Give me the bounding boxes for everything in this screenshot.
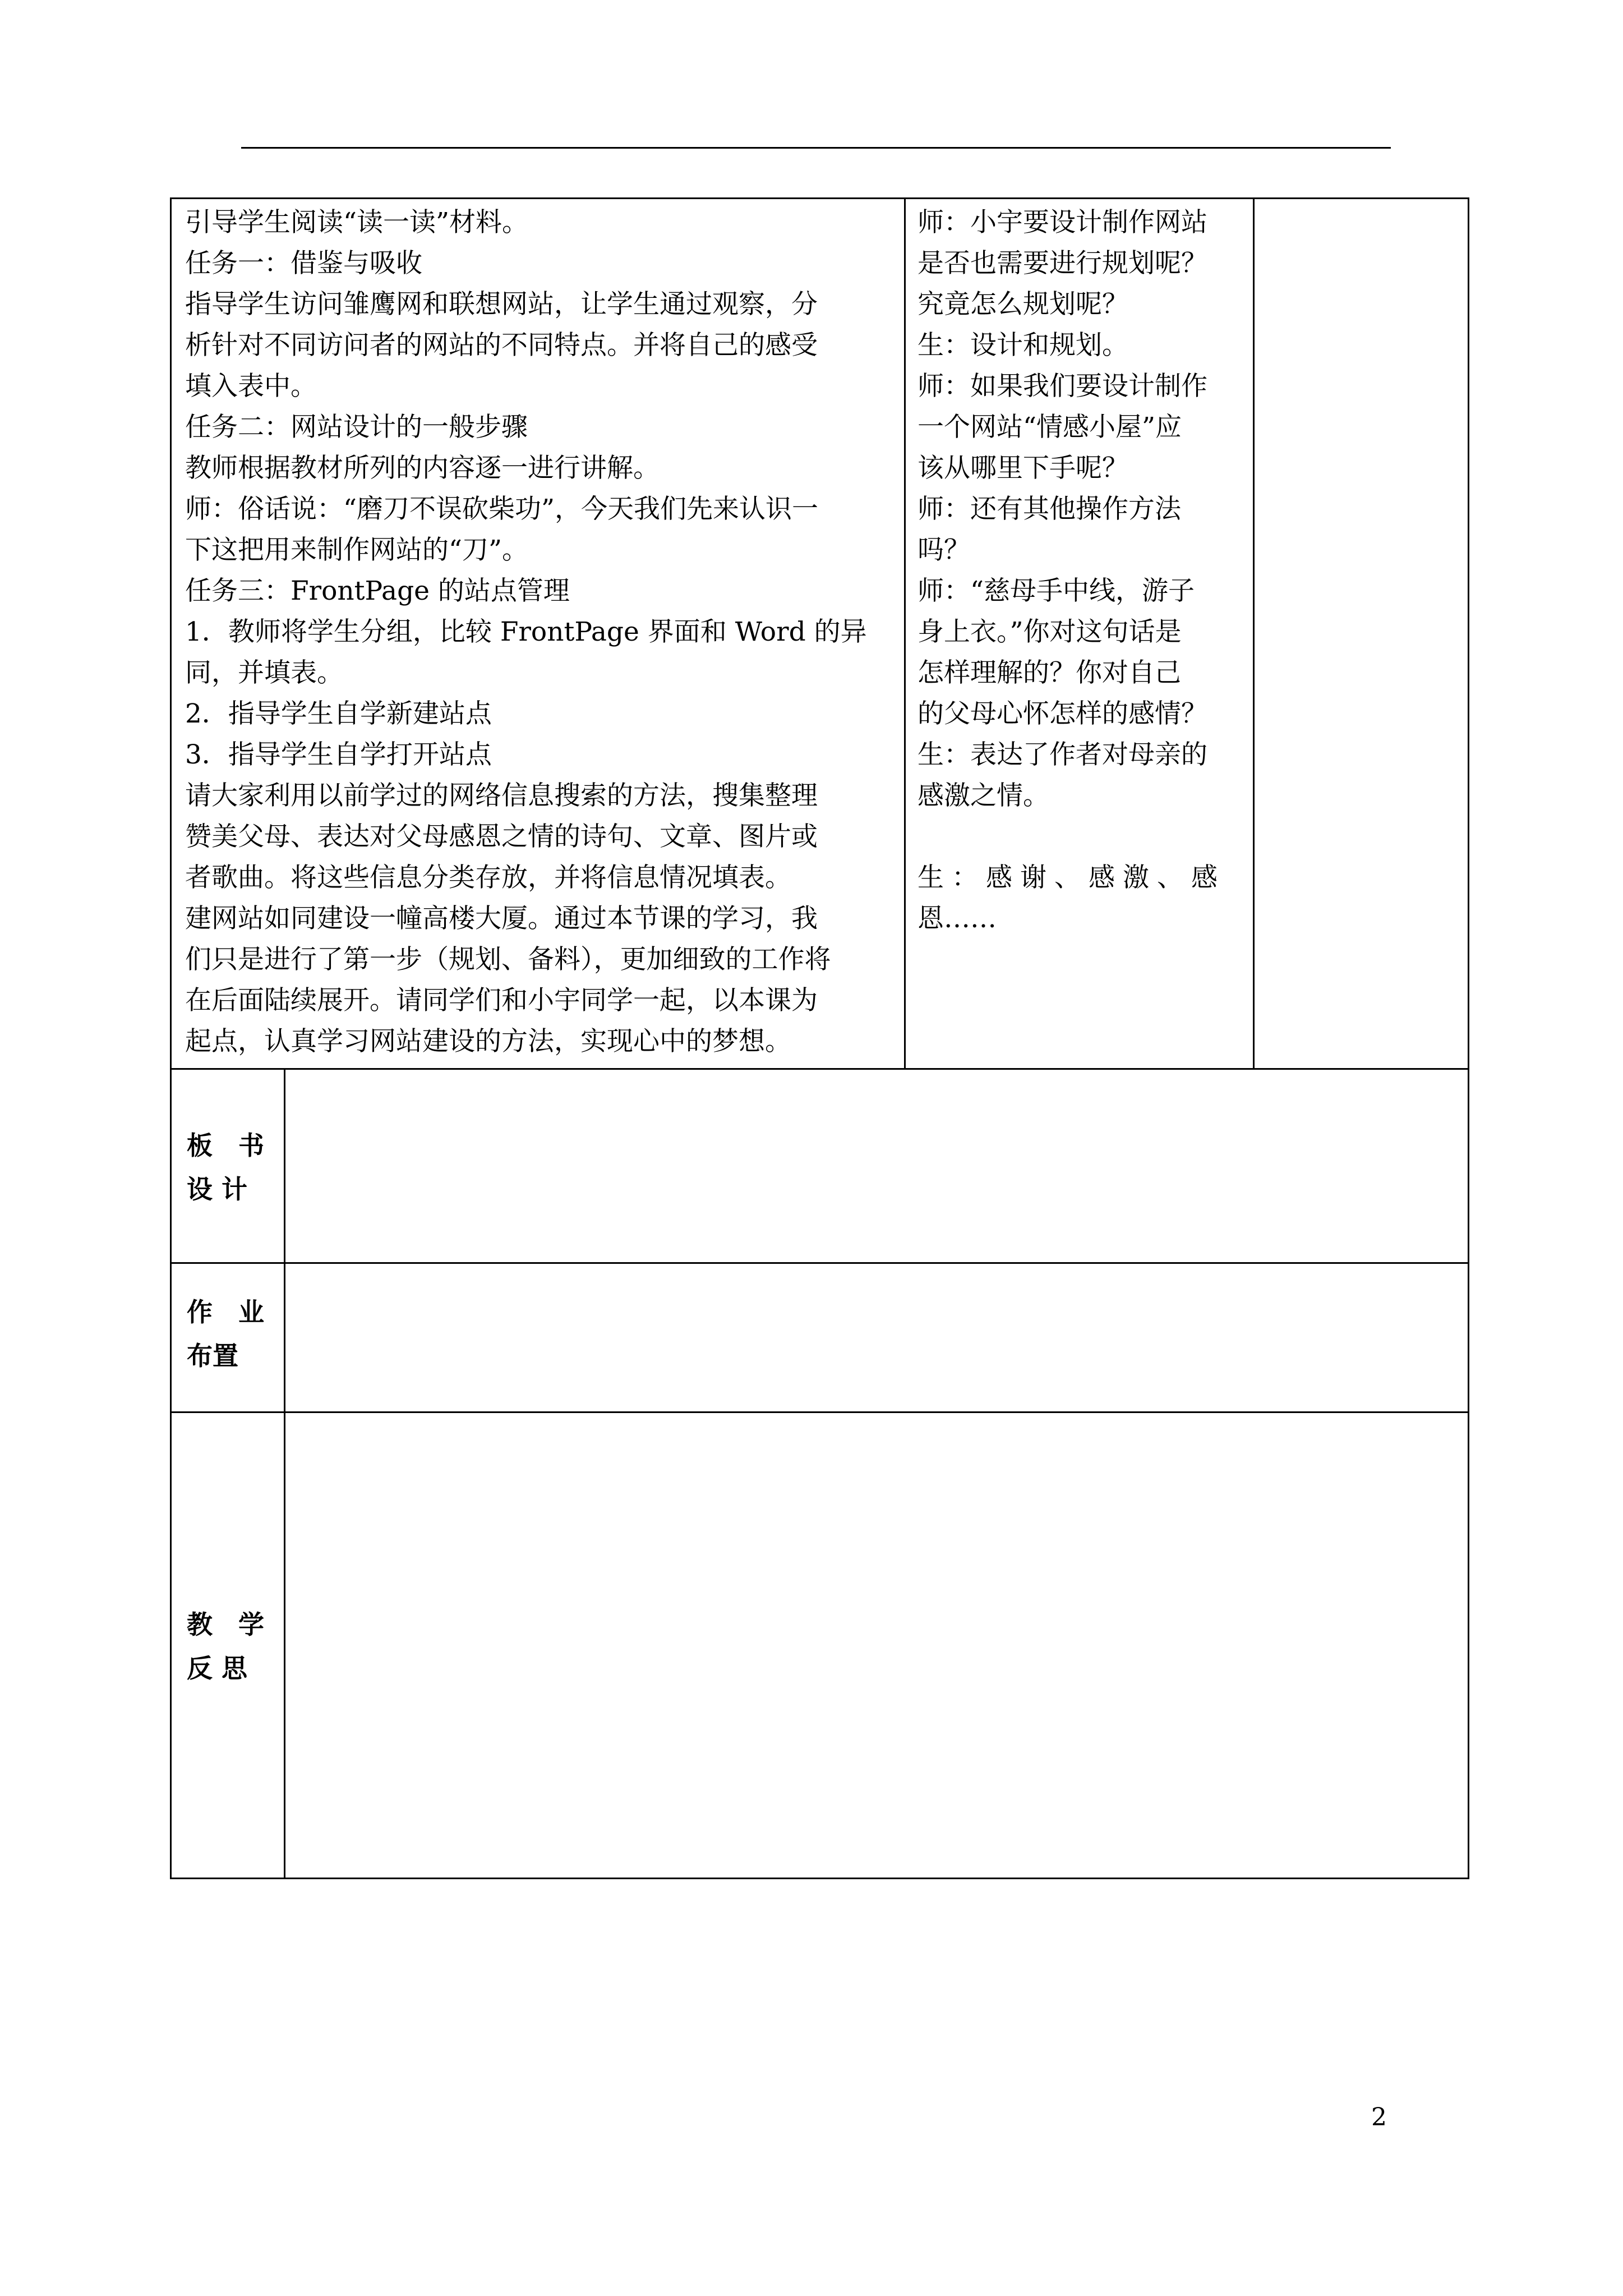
text-line: 下这把用来制作网站的“刀”。 (185, 535, 529, 565)
teacher-activity-cell (185, 202, 867, 1062)
column-divider-procedure (904, 197, 906, 1069)
column-divider-remarks (1253, 197, 1255, 1069)
text-line: 任务二：网站设计的一般步骤 (185, 412, 528, 443)
text-line: 同，并填表。 (185, 657, 343, 688)
text-line: 生：感谢、感激、感 (917, 862, 1225, 893)
text-line: 任务三：FrontPage 的站点管理 (185, 576, 570, 606)
label-column-divider (284, 1068, 285, 1879)
text-line: 建网站如同建设一幢高楼大厦。通过本节课的学习，我 (185, 903, 818, 934)
text-line: 生：设计和规划。 (917, 330, 1128, 361)
text-line: 析针对不同访问者的网站的不同特点。并将自己的感受 (185, 330, 818, 361)
text-line: 赞美父母、表达对父母感恩之情的诗句、文章、图片或 (185, 821, 818, 852)
text-line: 任务一：借鉴与吸收 (185, 248, 422, 279)
text-line: 师：还有其他操作方法 (917, 494, 1181, 524)
text-line: 请大家利用以前学过的网络信息搜索的方法，搜集整理 (185, 780, 818, 811)
text-line: 师：俗话说：“磨刀不误砍柴功”，今天我们先来认识一 (185, 494, 819, 524)
text-line: 感激之情。 (917, 780, 1049, 811)
text-line: 该从哪里下手呢？ (917, 453, 1128, 484)
text-line: 3．指导学生自学打开站点 (185, 739, 492, 770)
text-line: 师：如果我们要设计制作 (917, 371, 1207, 402)
text-line: 恩…… (917, 903, 997, 934)
text-line: 身上衣。”你对这句话是 (917, 616, 1182, 647)
text-line: 教师根据教材所列的内容逐一进行讲解。 (185, 453, 660, 484)
text-line: 2．指导学生自学新建站点 (185, 698, 492, 729)
row-divider-homework (170, 1262, 1469, 1264)
text-line: 指导学生访问雏鹰网和联想网站，让学生通过观察，分 (185, 289, 818, 320)
page-number: 2 (1371, 2103, 1387, 2132)
text-line: 生：表达了作者对母亲的 (917, 739, 1207, 770)
text-line: 者歌曲。将这些信息分类存放，并将信息情况填表。 (185, 862, 791, 893)
text-line: 引导学生阅读“读一读”材料。 (185, 207, 529, 238)
row-divider-board (170, 1068, 1469, 1070)
board-design-label: 板 书 设 计 (187, 1130, 264, 1204)
text-line: 填入表中。 (185, 371, 317, 402)
reflection-label: 教 学 反 思 (187, 1609, 264, 1683)
row-divider-reflection (170, 1411, 1469, 1413)
homework-label: 作 业 布置 (187, 1297, 264, 1371)
text-line: 们只是进行了第一步（规划、备料），更加细致的工作将 (185, 944, 831, 975)
text-line: 怎样理解的？你对自己 (917, 657, 1181, 688)
text-line: 师：“慈母手中线，游子 (917, 576, 1195, 606)
header-rule (241, 147, 1391, 149)
blank-line (917, 816, 1225, 857)
text-line: 一个网站“情感小屋”应 (917, 412, 1182, 443)
student-activity-cell (917, 202, 1225, 939)
text-line: 1．教师将学生分组，比较 FrontPage 界面和 Word 的异 (185, 616, 867, 647)
text-line: 在后面陆续展开。请同学们和小宇同学一起，以本课为 (185, 985, 818, 1016)
text-line: 究竟怎么规划呢？ (917, 289, 1128, 320)
text-line: 吗？ (917, 535, 970, 565)
text-line: 师：小宇要设计制作网站 (917, 207, 1207, 238)
text-line: 起点，认真学习网站建设的方法，实现心中的梦想。 (185, 1026, 791, 1057)
text-line: 是否也需要进行规划呢？ (917, 248, 1207, 279)
text-line: 的父母心怀怎样的感情？ (917, 698, 1207, 729)
